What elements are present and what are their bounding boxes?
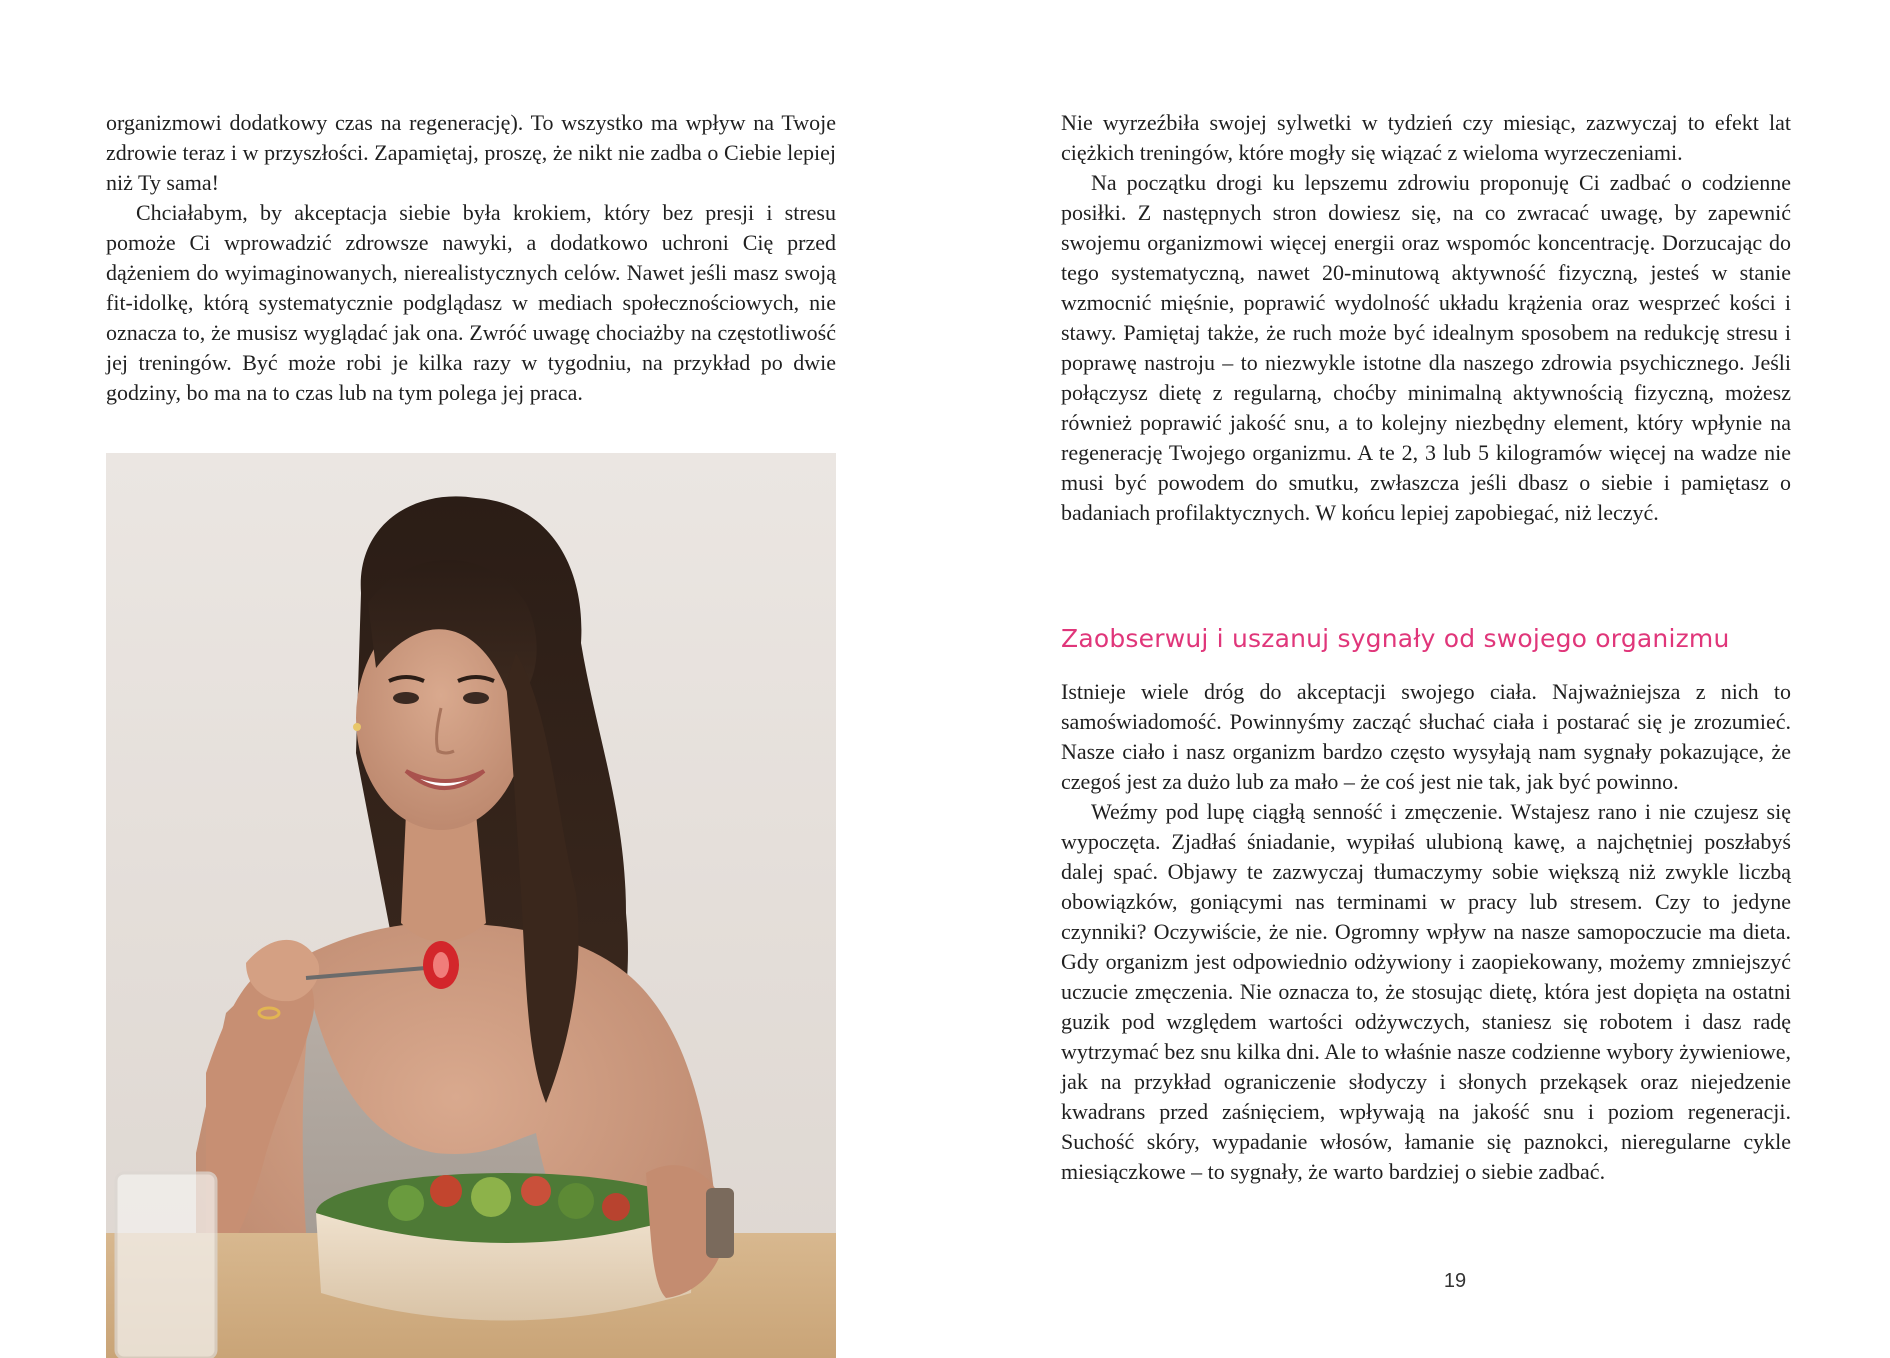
photo-illustration (106, 453, 836, 1358)
left-page-text (106, 108, 836, 408)
right-page (945, 0, 1890, 1358)
section-heading: Zaobserwuj i uszanuj sygnały od swojego organizmu (1061, 624, 1730, 653)
photo-woman-eating-salad (106, 453, 836, 1358)
paragraph: Chciałabym, by akceptacja siebie była krokiem, który bez presji i stresu pomoże Ci wprowadzić zdrowsze nawyki, a dodatkowo uchroni Cię przed dążeniem do wyimaginowanych, nierealistycznych celów. Nawet jeśli masz swoją fit-idolkę, którą systematycznie podglądasz w mediach społecznościowych, nie oznacza to, że musisz wyglądać jak ona. Zwróć uwagę chociażby na częstotliwość jej treningów. Być może robi je kilka razy w tygodniu, na przykład po dwie godziny, bo ma na to czas lub na tym polega jej praca. (106, 200, 836, 405)
paragraph: Weźmy pod lupę ciągłą senność i zmęczenie. Wstajesz rano i nie czujesz się wypoczęta. Zjadłaś śniadanie, wypiłaś ulubioną kawę, a najchętniej poszłabyś dalej spać. Objawy te zazwyczaj tłumaczymy sobie większą niż zwykle liczbą obowiązków, goniącymi nas terminami w pracy lub stresem. Czy to jedyne czynniki? Oczywiście, że nie. Ogromny wpływ na nasze samopoczucie ma dieta. Gdy organizm jest odpowiednio odżywiony i zaopiekowany, możemy zmniejszyć uczucie zmęczenia. Nie oznacza to, że stosując dietę, która jest dopięta na ostatni guzik pod względem wartości odżywczych, staniesz się robotem i dasz radę wytrzymać bez snu kilka dni. Ale to właśnie nasze codzienne wybory żywieniowe, jak na przykład ograniczenie słodyczy i słonych przekąsek oraz niejedzenie kwadrans przed zaśnięciem, wpływają na jakość snu i poziom regeneracji. Suchość skóry, wypadanie włosów, łamanie się paznokci, nieregularne cykle miesiączkowe – to sygnały, że warto bardziej o siebie zadbać. (1061, 799, 1791, 1184)
page-number: 19 (1443, 1270, 1467, 1292)
paragraph: Nie wyrzeźbiła swojej sylwetki w tydzień czy miesiąc, zazwyczaj to efekt lat ciężkich treningów, które mogły się wiązać z wieloma wyrzeczeniami. (1061, 110, 1791, 165)
right-page-bottom-text (1061, 677, 1791, 1187)
paragraph: Na początku drogi ku lepszemu zdrowiu proponuję Ci zadbać o codzienne posiłki. Z następnych stron dowiesz się, na co zwracać uwagę, by zapewnić swojemu organizmowi więcej energii oraz wspomóc koncentrację. Dorzucając do tego systematyczną, nawet 20-minutową aktywność fizyczną, jesteś w stanie wzmocnić mięśnie, poprawić wydolność układu krążenia oraz wesprzeć kości i stawy. Pamiętaj także, że ruch może być idealnym sposobem na redukcję stresu i poprawę nastroju – to niezwykle istotne dla naszego zdrowia psychicznego. Jeśli połączysz dietę z regularną, choćby minimalną aktywnością fizyczną, możesz również poprawić jakość snu, a to kolejny niezbędny element, który wpłynie na regenerację Twojego organizmu. A te 2, 3 lub 5 kilogramów więcej na wadze nie musi być powodem do smutku, zwłaszcza jeśli dbasz o siebie i pamiętasz o badaniach profilaktycznych. W końcu lepiej zapobiegać, niż leczyć. (1061, 170, 1791, 525)
right-page-top-text (1061, 108, 1791, 528)
paragraph: Istnieje wiele dróg do akceptacji swojego ciała. Najważniejsza z nich to samoświadomość. Powinnyśmy zacząć słuchać ciała i postarać się je zrozumieć. Nasze ciało i nasz organizm bardzo często wysyłają nam sygnały pokazujące, że czegoś jest za dużo lub za mało – że coś jest nie tak, jak być powinno. (1061, 679, 1791, 794)
paragraph: organizmowi dodatkowy czas na regenerację). To wszystko ma wpływ na Twoje zdrowie teraz i w przyszłości. Zapamiętaj, proszę, że nikt nie zadba o Ciebie lepiej niż Ty sama! (106, 110, 836, 195)
